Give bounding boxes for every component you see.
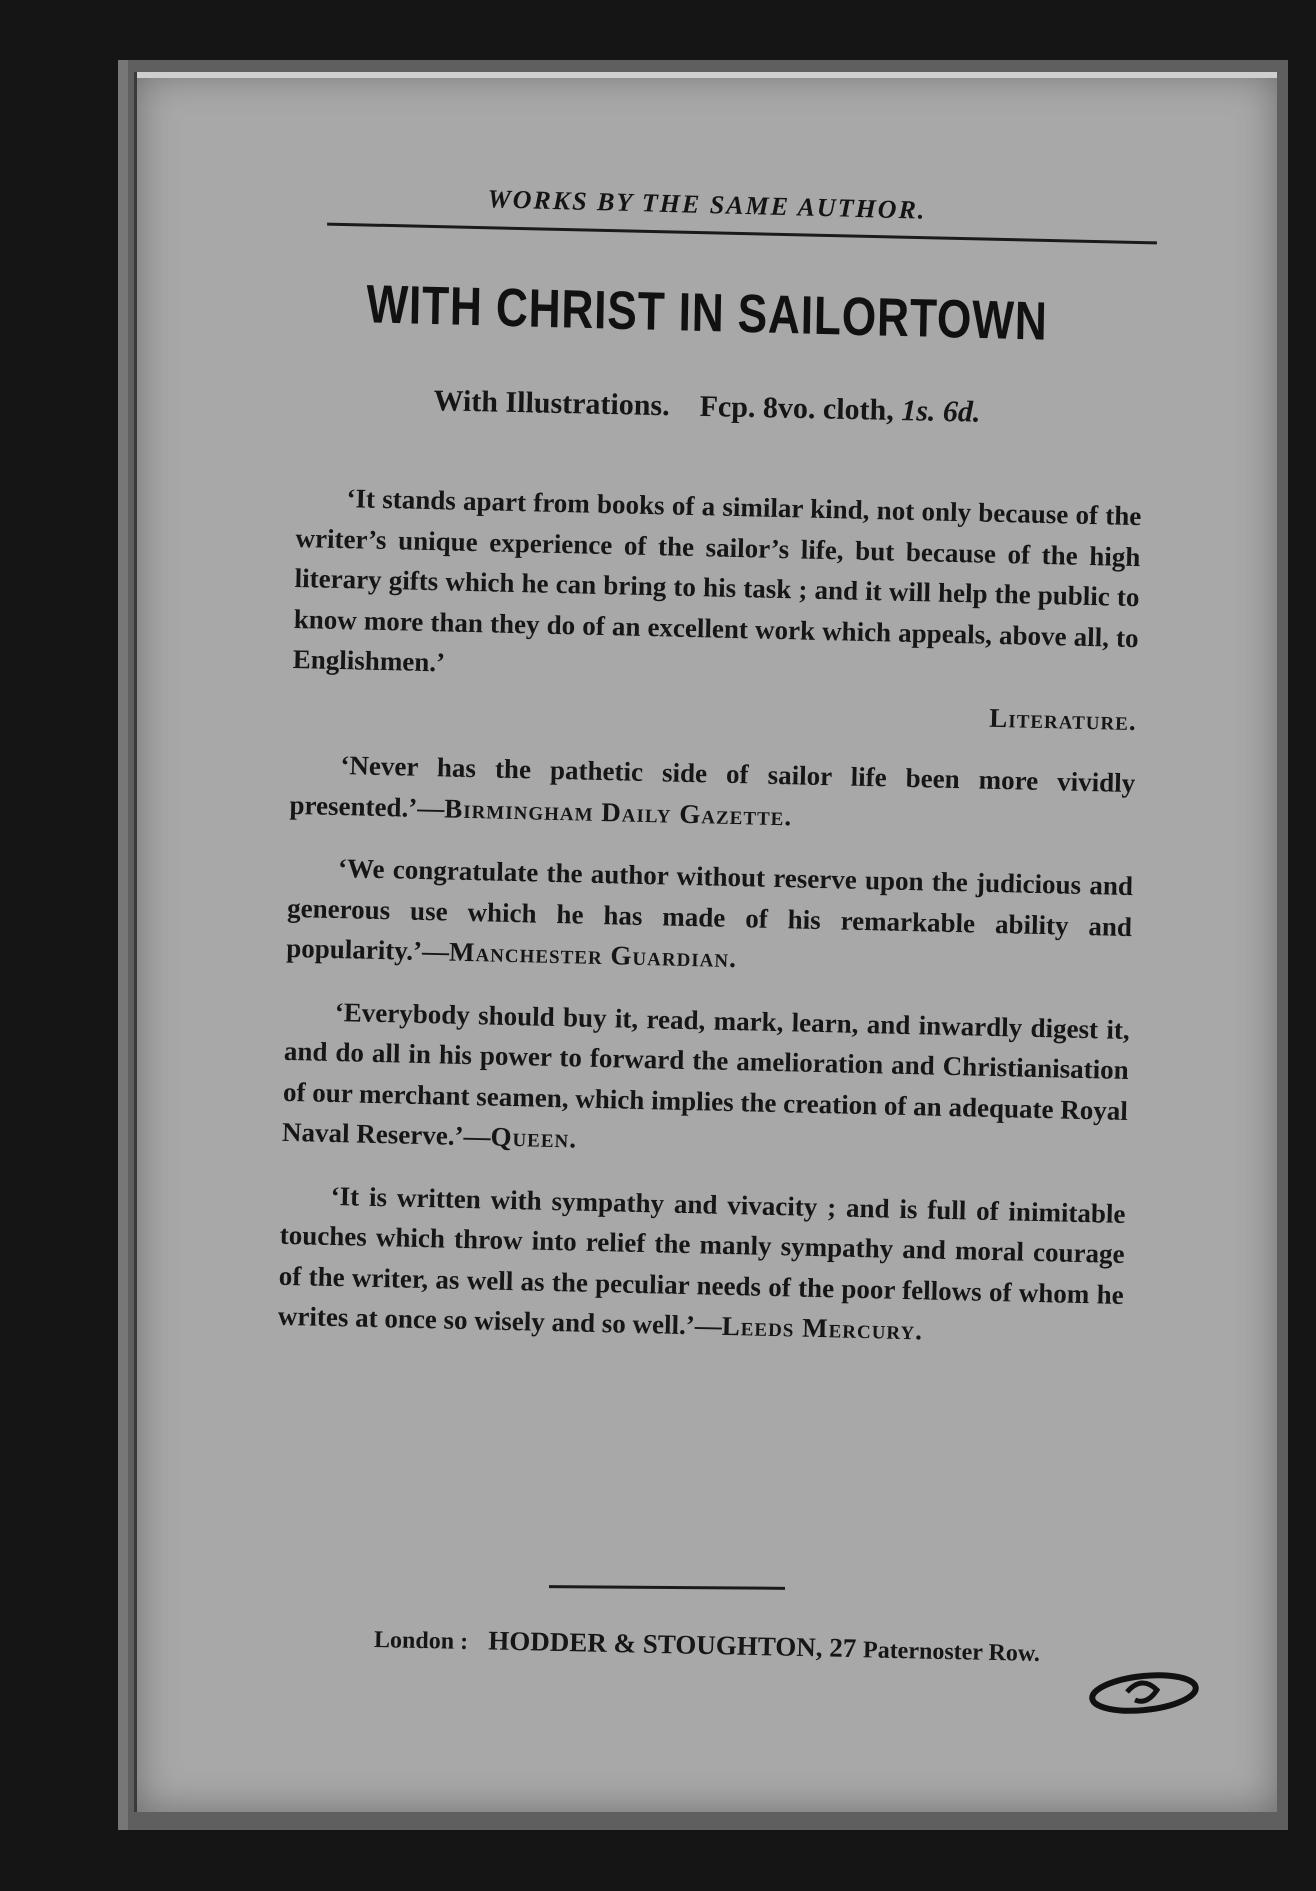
review-source: Literature. (989, 702, 1138, 736)
publisher-imprint (137, 1618, 1277, 1673)
section-header: WORKS BY THE SAME AUTHOR. (487, 184, 927, 225)
review-dash: — (416, 792, 445, 823)
review-quote: ‘It is written with sympathy and vivacity ; and is full of inimitable touches which throw into relief the manly sympathy and moral courage of the writer, as well as the peculiar needs of the poor fellows of whom he writes at once so wisely and so well.’ (277, 1180, 1126, 1341)
imprint-publisher: HODDER & STOUGHTON, (488, 1625, 823, 1663)
review-quote: ‘It stands apart from books of a similar kind, not only because of the writer’s unique experience of the sailor’s life, but because of the high literary gifts which he can bring to his task ; and it will help the public to know more than they do of an excellent work which appeals, above all, to Englishmen.’ (292, 483, 1142, 678)
book-title: WITH CHRIST IN SAILORTOWN (365, 274, 1049, 352)
review-dash: — (694, 1310, 723, 1341)
handwritten-mark-icon (1087, 1670, 1202, 1716)
book-subtitle (137, 378, 1277, 436)
review-quote: ‘Everybody should buy it, read, mark, learn, and inwardly digest it, and do all in his power to forward the amelioration and Christianisation of our merchant seamen, which implies the creation of an adequate Royal Naval Reserve.’ (281, 996, 1131, 1151)
reviews-list (277, 477, 1142, 1377)
review-quote: ‘We congratulate the author without reserve upon the judicious and generous use which he has made of his remarkable ability and popularity.’ (285, 853, 1134, 966)
illustrations-note: With Illustrations. (433, 384, 671, 423)
review-quote: ‘Never has the pathetic side of sailor life been more vividly presented.’ (289, 750, 1136, 823)
review-3 (286, 847, 1134, 988)
review-source: Queen. (490, 1121, 578, 1154)
review-source: Manchester Guardian. (448, 936, 738, 974)
format-note: Fcp. 8vo. cloth, (699, 389, 895, 427)
review-source: Birmingham Daily Gazette. (443, 792, 793, 831)
review-4 (282, 990, 1130, 1171)
price: 1s. 6d. (900, 394, 981, 429)
review-dash: — (463, 1120, 491, 1152)
review-2 (289, 744, 1136, 844)
review-source: Leeds Mercury. (721, 1310, 924, 1346)
footer-divider (549, 1585, 785, 1590)
review-dash: — (421, 935, 450, 967)
imprint-number: 27 (829, 1632, 857, 1664)
imprint-street: Paternoster Row. (862, 1637, 1041, 1667)
page-top-edge (137, 72, 1277, 78)
review-5 (278, 1174, 1126, 1355)
document-page (134, 72, 1277, 1812)
review-1 (291, 477, 1141, 741)
imprint-city: London : (373, 1627, 469, 1655)
